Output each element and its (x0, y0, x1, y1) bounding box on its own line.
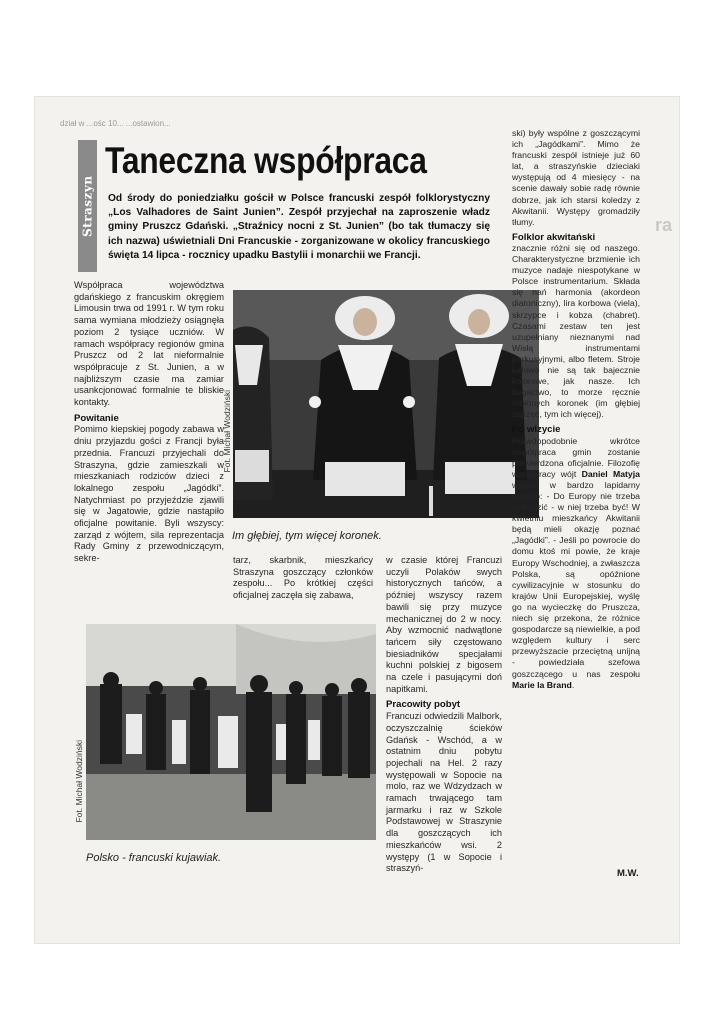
photo-dancers-lace-image (233, 290, 539, 518)
intro-paragraph: Współpraca województwa gdańskiego z francuskim okręgiem Limousin trwa od 1991 r. W tym roku sama wymiana młodzieży osiągnęła poziom 2 tysiące uczniów. W ramach współpracy regionów gmina Pruszcz od 2 lat nieformalnie współpracuje z St. Junien, a w najbliższym czasie ma zamiar usankcjonować formalnie te bliskie kontakty. (74, 280, 224, 408)
column-2 (233, 555, 373, 602)
folklor-paragraph: znacznie różni się od naszego. Charakterystyczne brzmienie ich muzyce nadaje niespotykane w Polsce instrumentarium. Składa się nań harmonia (akordeon diatoniczny), lira korbowa (viela), skrzypce i kobza (chabret). Czasami zestaw ten jest uzupełniany nieznanymi nad Wisłą instrumentami perkusyjnymi, albo fletem. Stroje ludowe nie są tak bajecznie kolorowe, jak nasze. Ich bogactwo, to morze ręcznie robionych koronek (im głębiej zajrzeć, tym ich więcej). (512, 242, 640, 420)
section-tag: Straszyn (78, 140, 97, 272)
person-name-wojt: Daniel Matyja (581, 468, 640, 479)
photo-caption-1: Im głębiej, tym więcej koronek. (232, 530, 382, 542)
heading-pracowity-pobyt: Pracowity pobyt (386, 699, 461, 711)
person-name-szefowa: Marie la Brand (512, 679, 572, 690)
photo-caption-2: Polsko - francuski kujawiak. (86, 852, 222, 864)
column-3 (386, 555, 502, 875)
wystepy-paragraph: ski) były wspólne z goszczącymi ich „Jagódkami”. Mimo że francuski zespół istnieje już 60 lat, a straszyńskie dzieciaki występują od 4 miesięcy - na scenie dawały sobie radę równie dobrze, jak ich starsi koledzy z Akwitanii. Występy gromadziły tłumy. (512, 128, 640, 227)
pobyt-paragraph: Francuzi odwiedzili Malbork, oczyszczalnię ścieków Gdańsk - Wschód, a w ostatnim dniu pobytu pojechali na Hel. 2 razy występowali w Sopocie na molo, raz we Wdzydzach w ramach trwającego tam jarmarku i raz w Szkole Podstawowej w Straszynie dla goszczących ich mieszkańców wsi. 2 występy (1 w Sopocie i straszyń- (386, 711, 502, 874)
continuation-paragraph: tarz, skarbnik, mieszkańcy Straszyna goszczący członków zespołu... Po krótkiej części oficjalnej zaczęła się zabawa, (233, 555, 373, 601)
heading-powitanie: Powitanie (74, 412, 119, 424)
po-wizycie-text-a: Prawdopodobnie wkrótce współpraca gmin zostanie potwierdzona oficjalnie. Filozofię współpracy wójt (512, 435, 640, 479)
article-title: Taneczna współpraca (105, 140, 427, 181)
article-lead: Od środy do poniedziałku gościł w Polsce francuski zespół folklorystyczny „Los Valhadores de Saint Junien”. Zespół przyjechał na zaproszenie władz gminy Pruszcz Gdański. „Straźnicy nocni z St. Junien” (bo tak tłumaczy się ich nazwa) uświetniali Dni Francuskie - zorganizowane w okolicy francuskiego święta 14 lipca - rocznicy upadku Bastylii i monarchii we Francji. (108, 193, 490, 261)
column-1 (74, 280, 224, 565)
photo-kujawiak-image (86, 624, 376, 840)
photo-credit-1: Fot. Michał Wodziński (222, 390, 232, 473)
heading-po-wizycie: Po wizycie (512, 424, 561, 436)
photo-dancers-lace (233, 290, 539, 518)
photo-credit-2: Fot. Michał Wodziński (74, 740, 84, 823)
author-signature: M.W. (617, 868, 639, 879)
po-wizycie-text-b: wyraził w bardzo lapidarny sposób: - Do Europy nie trzeba wchodzić - w niej trzeba być! W kwietniu mieszkańcy Akwitanii będą mieli okazję poznać „Jagódki”. - Jeśli po powrocie do domu ktoś mi powie, że kraje Europy Wschodniej, a zwłaszcza Polska, są opóźnione cywilizacyjnie w stosunku do krajów Unii Europejskiej, wyślę go na wycieczkę do Pruszcza, niech się przekona, że różnice gospodarcze są niewielkie, a pod względem kultury i serc przewyższacie przeciętną unijną - powiedziała szefowa goszczącego u nas zespołu (512, 479, 640, 679)
bleed-through-letters: ra (655, 215, 673, 235)
photo-kujawiak-dance (86, 624, 376, 840)
bleed-through-text: dział w ...ośc 10... ...ostawion... (60, 120, 171, 128)
powitanie-paragraph: Pomimo kiepskiej pogody zabawa w dniu przyjazdu gości z Francji była przednia. Francuzi przyjechali do Straszyna, gdzie zamieszkali w mieszkaniach rodziców dzieci z lokalnego zespołu „Jagódki”. Natychmiast po przyjeździe zjawili się w Jagatowie, gdzie nastąpiło oficjalne powitanie. Byli wszyscy: zarząd z wójtem, sila reprezentacja Rady Gminy z przewodniczącym, sekre- (74, 424, 224, 564)
heading-folklor: Folklor akwitański (512, 231, 596, 243)
column-4 (512, 128, 640, 691)
po-wizycie-paragraph (512, 436, 640, 691)
po-wizycie-text-c: . (571, 679, 575, 690)
zabawa-paragraph: w czasie której Francuzi uczyli Polaków swych historycznych tańców, a później wszyscy razem bawili się przy muzyce mechanicznej do 2 w nocy. Aby wzmocnić nadwątlone tańcem siły częstowano biesiadników specjałami kuchni polskiej z bigosem na czele i pasującymi doń napitkami. (386, 555, 502, 694)
